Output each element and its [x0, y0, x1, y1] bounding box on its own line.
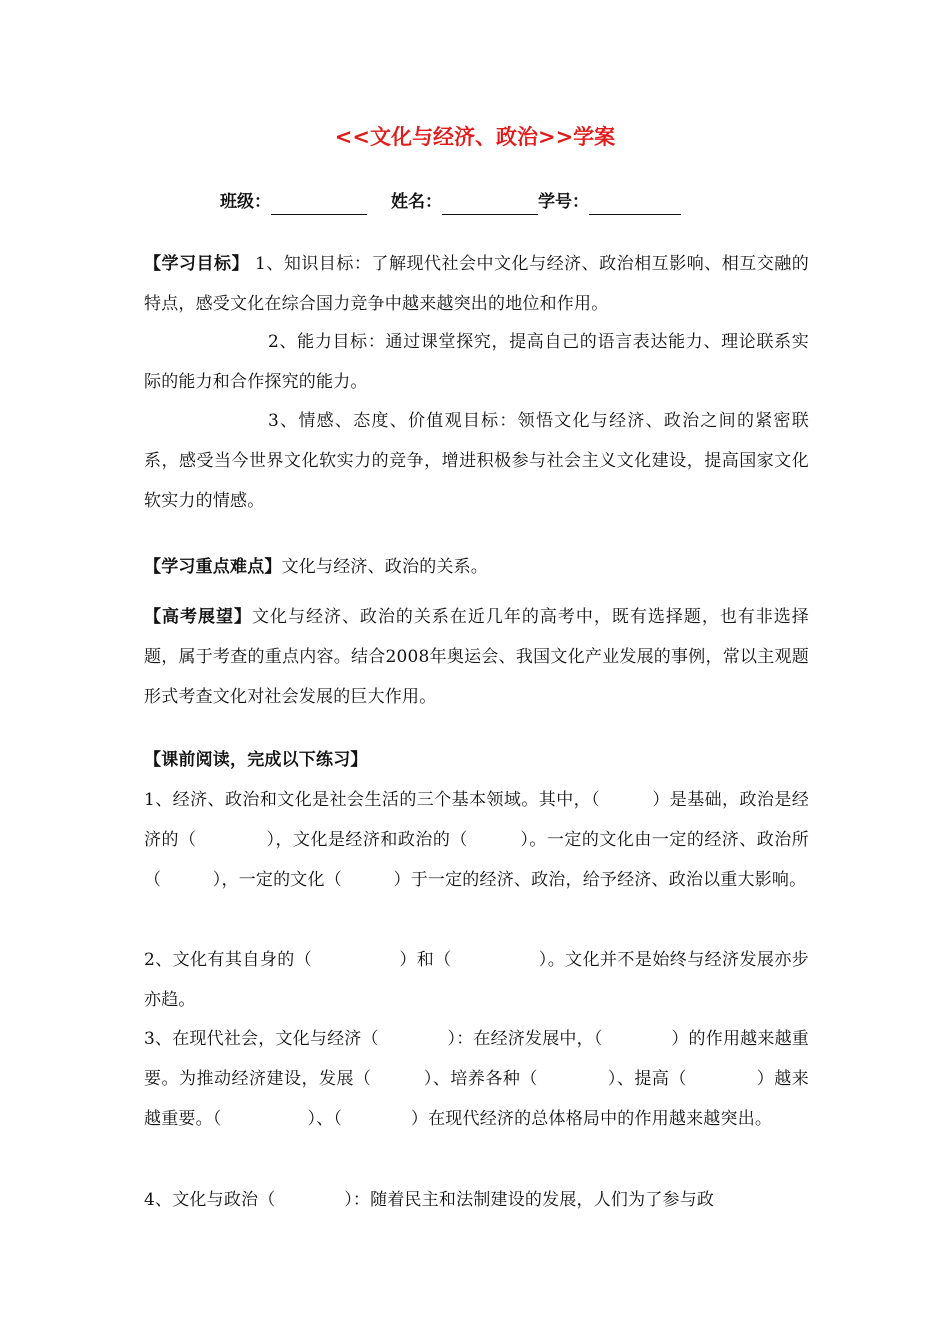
name-label: 姓名：	[391, 192, 442, 212]
key-points-heading: 【学习重点难点】	[144, 557, 282, 577]
question-2-text: 2、文化有其自身的（ ）和（ ）。文化并不是始终与经济发展亦步亦趋。	[144, 950, 809, 1010]
class-blank[interactable]	[271, 194, 367, 215]
number-label: 学号：	[538, 192, 589, 212]
number-blank[interactable]	[589, 194, 681, 215]
question-1	[144, 780, 809, 900]
question-1-text: 1、经济、政治和文化是社会生活的三个基本领域。其中，（ ）是基础，政治是经济的（ ），文化是经济和政治的（ ）。一定的文化由一定的经济、政治所（ ），一定的文化（ ）于一定的经济、政治，给予经济、政治以重大影响。	[144, 790, 809, 890]
question-4-text: 4、文化与政治（ ）：随着民主和法制建设的发展，人们为了参与政	[144, 1190, 715, 1210]
page-title: <<文化与经济、政治>>学案	[334, 124, 616, 149]
goal-item-2	[144, 322, 809, 402]
question-4	[144, 1180, 809, 1220]
class-label: 班级：	[220, 192, 271, 212]
goal-item-1	[144, 244, 809, 324]
question-3	[144, 1019, 809, 1139]
question-2	[144, 940, 809, 1020]
preview-heading: 【课前阅读，完成以下练习】	[144, 750, 368, 770]
key-points-text: 文化与经济、政治的关系。	[281, 557, 489, 577]
name-blank[interactable]	[442, 194, 538, 215]
student-info-row	[220, 189, 681, 215]
goals-heading: 【学习目标】	[144, 254, 250, 274]
goal-item-3	[144, 401, 809, 521]
preview-heading-row	[144, 740, 809, 780]
goal-text-2: 2、能力目标：通过课堂探究，提高自己的语言表达能力、理论联系实际的能力和合作探究的能力。	[144, 332, 809, 392]
exam-outlook-text: 文化与经济、政治的关系在近几年的高考中，既有选择题，也有非选择题，属于考查的重点内容。结合2008年奥运会、我国文化产业发展的事例，常以主观题形式考查文化对社会发展的巨大作用。	[144, 607, 809, 707]
question-3-text: 3、在现代社会，文化与经济（ ）：在经济发展中，（ ）的作用越来越重要。为推动经济建设，发展（ ）、培养各种（ ）、提高（ ）越来越重要。（ ）、（ ）在现代经济的总体格局中的作用越来越突出。	[144, 1029, 809, 1129]
exam-outlook-heading: 【高考展望】	[144, 607, 252, 627]
goal-text-1: 1、知识目标：了解现代社会中文化与经济、政治相互影响、相互交融的特点，感受文化在综合国力竞争中越来越突出的地位和作用。	[144, 254, 809, 314]
goal-text-3: 3、情感、态度、价值观目标：领悟文化与经济、政治之间的紧密联系，感受当今世界文化软实力的竞争，增进积极参与社会主义文化建设，提高国家文化软实力的情感。	[144, 411, 809, 511]
exam-outlook	[144, 597, 809, 717]
key-points	[144, 547, 809, 587]
